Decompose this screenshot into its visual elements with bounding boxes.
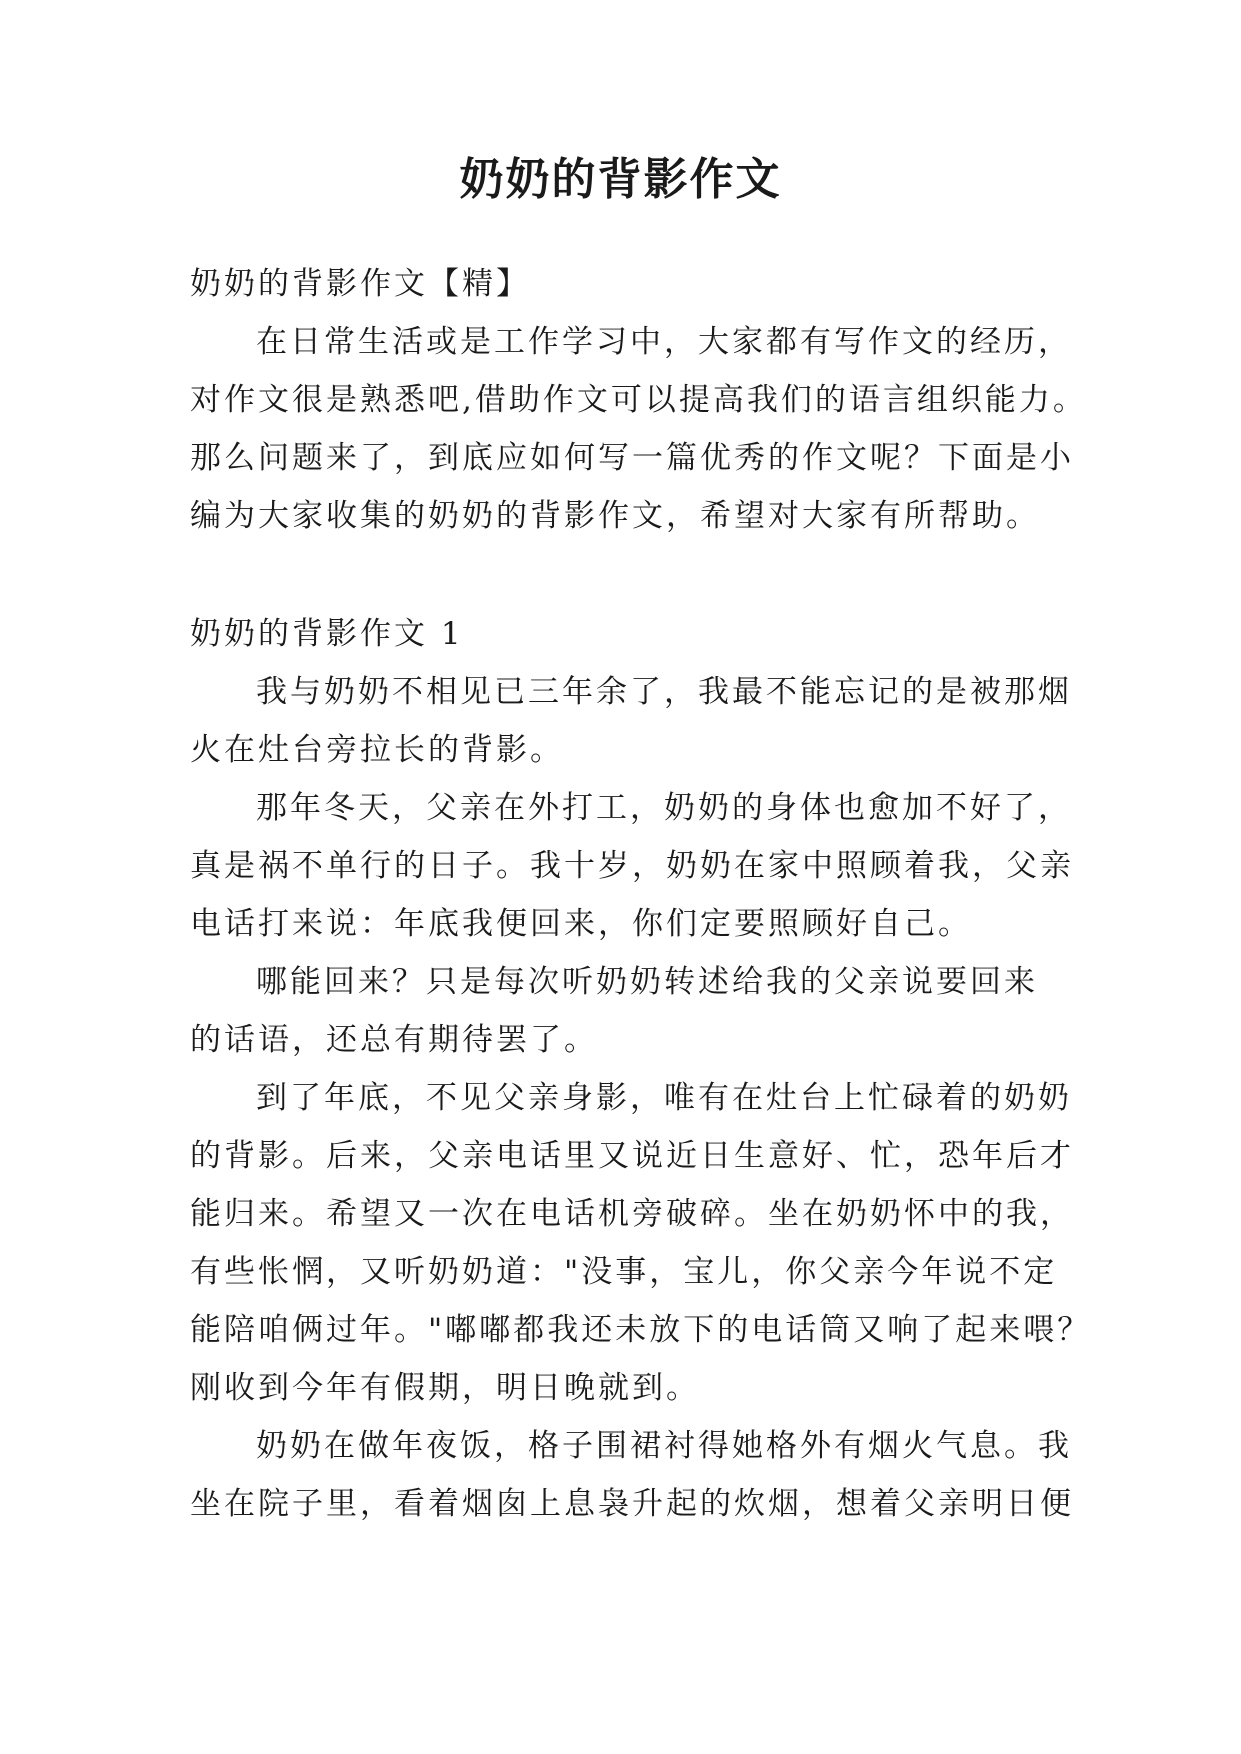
paragraph-line: 的背影。后来，父亲电话里又说近日生意好、忙，恐年后才	[190, 1138, 1074, 1174]
paragraph-line: 那年冬天，父亲在外打工，奶奶的身体也愈加不好了，	[256, 790, 1072, 826]
subtitle: 奶奶的背影作文【精】	[190, 266, 530, 302]
paragraph-line: 有些怅惘，又听奶奶道："没事，宝儿，你父亲今年说不定	[190, 1254, 1058, 1290]
paragraph-line: 真是祸不单行的日子。我十岁，奶奶在家中照顾着我，父亲	[190, 848, 1074, 884]
section-gap	[190, 545, 1052, 605]
paragraph-line: 能归来。希望又一次在电话机旁破碎。坐在奶奶怀中的我，	[190, 1196, 1074, 1232]
paragraph-line: 到了年底，不见父亲身影，唯有在灶台上忙碌着的奶奶	[256, 1080, 1072, 1116]
document-title: 奶奶的背影作文	[459, 154, 782, 205]
intro-line: 那么问题来了，到底应如何写一篇优秀的作文呢？下面是小	[190, 440, 1074, 476]
section-heading: 奶奶的背影作文 1	[190, 616, 464, 652]
paragraph-line: 坐在院子里，看着烟囱上息袅升起的炊烟，想着父亲明日便	[190, 1486, 1074, 1522]
paragraph-line: 电话打来说：年底我便回来，你们定要照顾好自己。	[190, 906, 972, 942]
paragraph-line: 刚收到今年有假期，明日晚就到。	[190, 1370, 700, 1406]
document-body	[190, 255, 1092, 1533]
paragraph-line: 我与奶奶不相见已三年余了，我最不能忘记的是被那烟	[256, 674, 1072, 710]
intro-line: 在日常生活或是工作学习中，大家都有写作文的经历，	[256, 324, 1072, 360]
paragraph-line: 哪能回来？只是每次听奶奶转述给我的父亲说要回来	[256, 964, 1038, 1000]
intro-line: 编为大家收集的奶奶的背影作文，希望对大家有所帮助。	[190, 498, 1040, 534]
paragraph-line: 的话语，还总有期待罢了。	[190, 1022, 598, 1058]
intro-line: 对作文很是熟悉吧,借助作文可以提高我们的语言组织能力。	[190, 382, 1087, 418]
paragraph-line: 火在灶台旁拉长的背影。	[190, 732, 564, 768]
paragraph-line: 奶奶在做年夜饭，格子围裙衬得她格外有烟火气息。我	[256, 1428, 1072, 1464]
paragraph-line: 能陪咱俩过年。"嘟嘟都我还未放下的电话筒又响了起来喂？	[190, 1312, 1092, 1348]
